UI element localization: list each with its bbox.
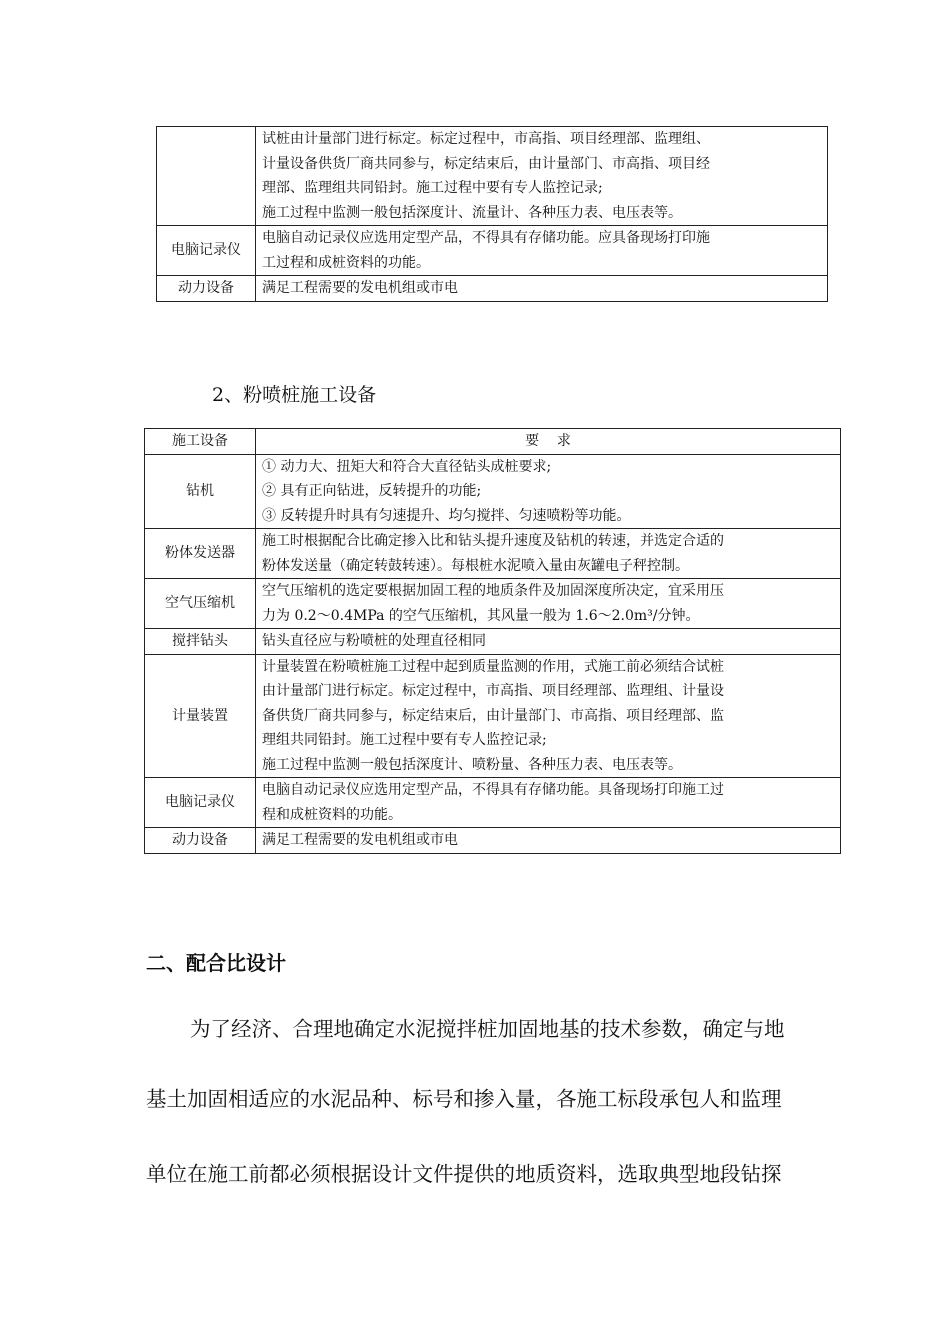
equipment-name-cell: 搅拌钻头 bbox=[145, 629, 256, 655]
requirement-line: 计量装置在粉喷桩施工过程中起到质量监测的作用，式施工前必须结合试桩 bbox=[262, 658, 724, 675]
table-row bbox=[145, 579, 841, 629]
paragraph-line: 基土加固相适应的水泥品种、标号和掺入量，各施工标段承包人和监理 bbox=[146, 1087, 782, 1111]
equipment-name-cell bbox=[157, 127, 256, 226]
requirement-line: 力为 0.2～0.4MPa 的空气压缩机，其风量一般为 1.6～2.0m³/分钟。 bbox=[262, 607, 700, 624]
requirement-line: ② 具有正向钻进，反转提升的功能; bbox=[262, 483, 482, 499]
equipment-name-cell: 动力设备 bbox=[145, 828, 256, 854]
requirement-cell bbox=[256, 778, 841, 828]
requirement-line: 满足工程需要的发电机组或市电 bbox=[262, 832, 458, 848]
requirement-cell bbox=[256, 828, 841, 854]
equipment-name-cell: 电脑记录仪 bbox=[145, 778, 256, 828]
requirement-cell bbox=[256, 654, 841, 778]
table-row bbox=[145, 828, 841, 854]
requirement-line: 工过程和成桩资料的功能。 bbox=[262, 254, 430, 271]
requirement-line: 电脑自动记录仪应选用定型产品，不得具有存储功能。具备现场打印施工过 bbox=[262, 782, 724, 798]
table-row bbox=[157, 226, 828, 276]
paragraph-line: 为了经济、合理地确定水泥搅拌桩加固地基的技术参数，确定与地 bbox=[190, 1017, 785, 1041]
requirement-line: 试桩由计量部门进行标定。标定过程中，市高指、项目经理部、监理组、 bbox=[262, 131, 710, 147]
paragraph-line: 单位在施工前都必须根据设计文件提供的地质资料，选取典型地段钻探 bbox=[146, 1162, 782, 1186]
table-row bbox=[145, 454, 841, 529]
table-header-row bbox=[145, 429, 841, 455]
table-row bbox=[145, 529, 841, 579]
equipment-table-continued bbox=[156, 126, 828, 302]
equipment-name-cell: 计量装置 bbox=[145, 654, 256, 778]
requirement-cell bbox=[256, 226, 828, 276]
requirement-line: 施工过程中监测一般包括深度计、喷粉量、各种压力表、电压表等。 bbox=[262, 756, 682, 773]
table-row bbox=[157, 276, 828, 302]
requirement-cell bbox=[256, 529, 841, 579]
requirement-cell bbox=[256, 579, 841, 629]
requirement-line: 备供货厂商共同参与，标定结束后，由计量部门、市高指、项目经理部、监 bbox=[262, 707, 724, 724]
requirement-cell bbox=[256, 276, 828, 302]
part-heading: 二、配合比设计 bbox=[146, 951, 286, 975]
requirement-line: 由计量部门进行标定。标定过程中，市高指、项目经理部、监理组、计量设 bbox=[262, 683, 724, 699]
requirement-line: 理组共同铅封。施工过程中要有专人监控记录; bbox=[262, 732, 547, 748]
equipment-name-cell: 动力设备 bbox=[157, 276, 256, 302]
requirement-line: 电脑自动记录仪应选用定型产品，不得具有存储功能。应具备现场打印施 bbox=[262, 230, 710, 246]
powder-jet-pile-equipment-table bbox=[144, 428, 841, 854]
requirement-cell bbox=[256, 454, 841, 529]
table-row bbox=[157, 127, 828, 226]
table-row bbox=[145, 778, 841, 828]
requirement-cell bbox=[256, 127, 828, 226]
equipment-name-cell: 钻机 bbox=[145, 454, 256, 529]
section-heading: 2、粉喷桩施工设备 bbox=[212, 384, 377, 406]
requirement-line: 程和成桩资料的功能。 bbox=[262, 806, 402, 823]
requirement-line: 钻头直径应与粉喷桩的处理直径相同 bbox=[262, 633, 486, 649]
requirement-line: 理部、监理组共同铅封。施工过程中要有专人监控记录; bbox=[262, 180, 603, 196]
requirement-line: 施工时根据配合比确定掺入比和钻头提升速度及钻机的转速，并选定合适的 bbox=[262, 533, 724, 549]
column-header-equipment: 施工设备 bbox=[145, 429, 256, 455]
requirement-line: ③ 反转提升时具有匀速提升、均匀搅拌、匀速喷粉等功能。 bbox=[262, 507, 631, 524]
table-row bbox=[145, 654, 841, 778]
equipment-name-cell: 电脑记录仪 bbox=[157, 226, 256, 276]
requirement-line: 计量设备供货厂商共同参与，标定结束后，由计量部门、市高指、项目经 bbox=[262, 155, 710, 172]
requirement-line: 施工过程中监测一般包括深度计、流量计、各种压力表、电压表等。 bbox=[262, 204, 682, 221]
equipment-name-cell: 空气压缩机 bbox=[145, 579, 256, 629]
table-row bbox=[145, 629, 841, 655]
requirement-line: 粉体发送量（确定转鼓转速）。每根桩水泥喷入量由灰罐电子秤控制。 bbox=[262, 557, 689, 574]
column-header-requirement: 要 求 bbox=[256, 429, 841, 455]
equipment-name-cell: 粉体发送器 bbox=[145, 529, 256, 579]
requirement-line: 空气压缩机的选定要根据加固工程的地质条件及加固深度所决定，宜采用压 bbox=[262, 583, 724, 599]
requirement-line: 满足工程需要的发电机组或市电 bbox=[262, 280, 458, 296]
requirement-line: ① 动力大、扭矩大和符合大直径钻头成桩要求; bbox=[262, 458, 552, 475]
requirement-cell bbox=[256, 629, 841, 655]
